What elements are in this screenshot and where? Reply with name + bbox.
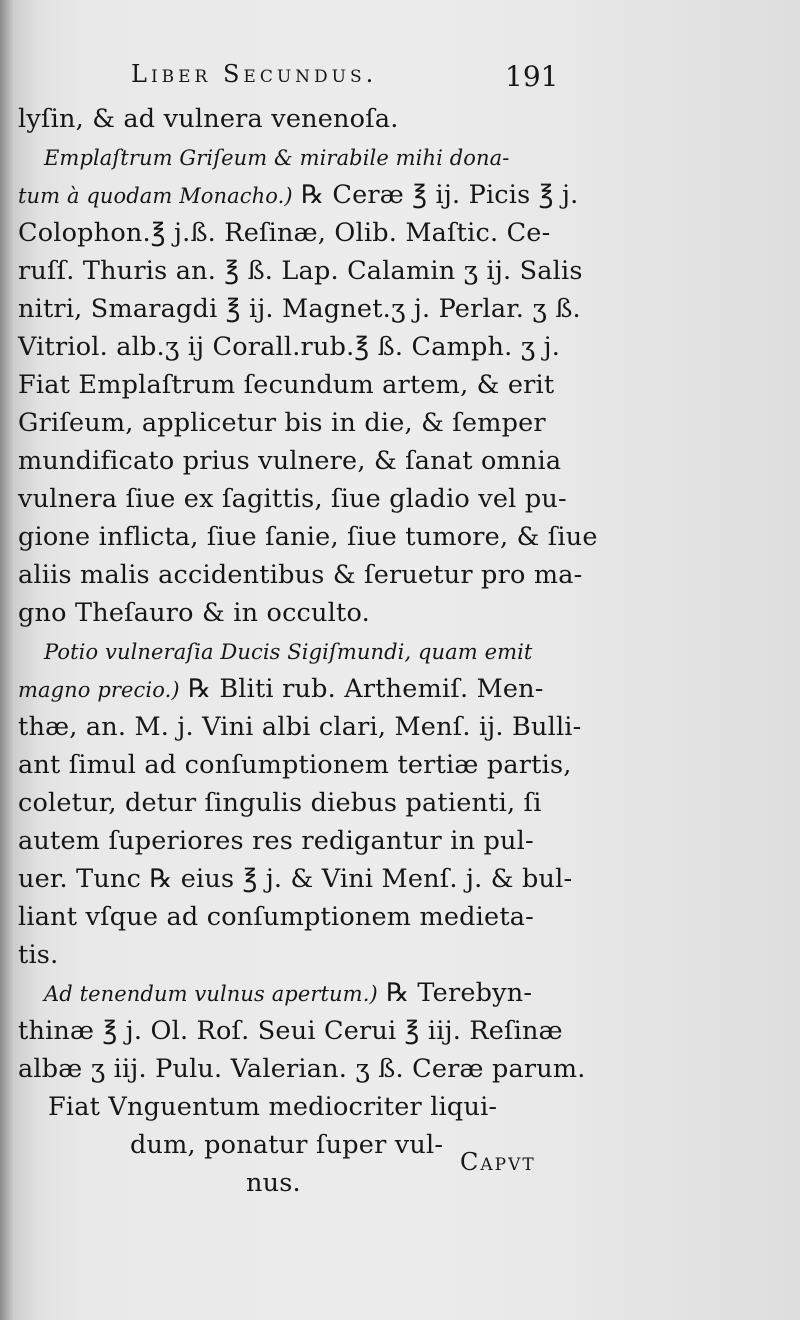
catchword: Capvt — [460, 1148, 536, 1176]
text-line: tum à quodam Monacho.) ℞ Ceræ ℥ ij. Picis ℥ j. — [18, 180, 579, 210]
text-line: coletur, detur ſingulis diebus patienti, ſi — [18, 788, 542, 818]
heading-line: Emplaſtrum Griſeum & mirabile mihi dona- — [44, 146, 510, 170]
text-line: magno precio.) ℞ Bliti rub. Arthemiſ. Men- — [18, 674, 544, 704]
text-line: liant vſque ad conſumptionem medieta- — [18, 902, 534, 932]
text-line: autem ſuperiores res redigantur in pul- — [18, 826, 534, 856]
text-line: ruſſ. Thuris an. ℥ ß. Lap. Calamin ʒ ij. Salis — [18, 256, 583, 286]
heading-line: Ad tenendum vulnus apertum.) ℞ Terebyn- — [44, 978, 533, 1008]
text-line: Fiat Emplaſtrum ſecundum artem, & erit — [18, 370, 555, 400]
text-line: dum, ponatur ſuper vul- — [130, 1130, 444, 1160]
text-line: Colophon.℥ j.ß. Reſinæ, Olib. Maſtic. Ce- — [18, 218, 551, 248]
text-line: thæ, an. M. j. Vini albi clari, Menſ. ij. Bulli- — [18, 712, 582, 742]
text-line: Fiat Vnguentum mediocriter liqui- — [48, 1092, 498, 1122]
text-line: gno Theſauro & in occulto. — [18, 598, 370, 628]
text-line: thinæ ℥ j. Ol. Roſ. Seui Cerui ℥ iij. Reſinæ — [18, 1016, 563, 1046]
text-line: aliis malis accidentibus & ſeruetur pro ma- — [18, 560, 583, 590]
running-head: Liber Secundus. — [131, 60, 378, 88]
page-text-block — [18, 60, 598, 1202]
text-line: uer. Tunc ℞ eius ℥ j. & Vini Menſ. j. & bul- — [18, 864, 573, 894]
text-line: ant ſimul ad conſumptionem tertiæ partis, — [18, 750, 572, 780]
text-line: nus. — [246, 1168, 301, 1198]
heading-line: Potio vulneraſia Ducis Sigiſmundi, quam emit — [44, 640, 533, 664]
text-line: gione inflicta, ſiue ſanie, ſiue tumore, & ſiue — [18, 522, 598, 552]
text-line: lyſin, & ad vulnera venenoſa. — [18, 104, 399, 134]
text-line: vulnera ſiue ex ſagittis, ſiue gladio vel pu- — [18, 484, 567, 514]
page-number: 191 — [505, 60, 559, 93]
page-header — [18, 60, 559, 100]
text-line: albæ ʒ iij. Pulu. Valerian. ʒ ß. Ceræ parum. — [18, 1054, 586, 1084]
text-line: Vitriol. alb.ʒ ij Corall.rub.℥ ß. Camph. ʒ j. — [18, 332, 561, 362]
text-line: Griſeum, applicetur bis in die, & ſemper — [18, 408, 546, 438]
text-line: tis. — [18, 940, 59, 970]
text-line: nitri, Smaragdi ℥ ij. Magnet.ʒ j. Perlar. ʒ ß. — [18, 294, 581, 324]
page-gutter-shadow — [0, 0, 14, 1320]
text-line: mundificato prius vulnere, & ſanat omnia — [18, 446, 562, 476]
